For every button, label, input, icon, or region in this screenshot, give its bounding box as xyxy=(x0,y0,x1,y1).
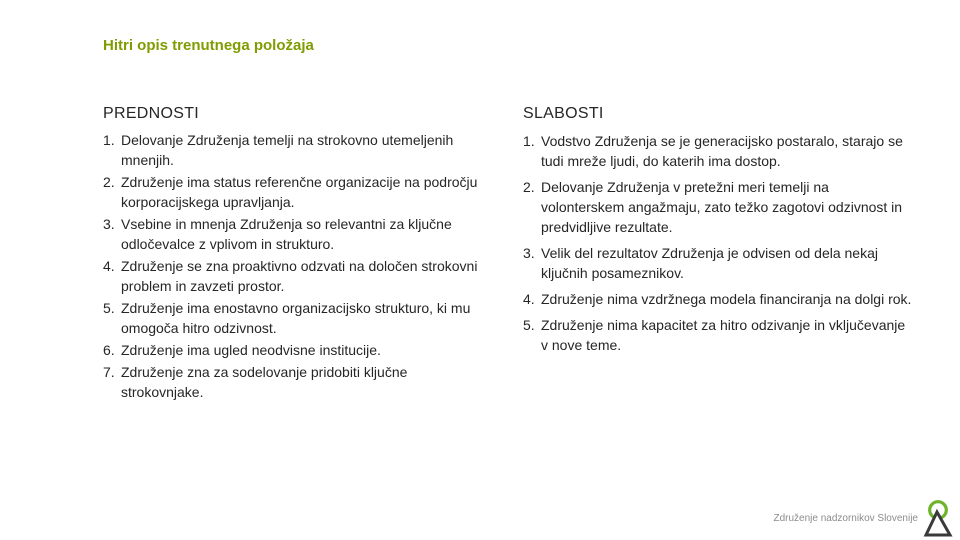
list-item: Združenje zna za sodelovanje pridobiti ključne strokovnjake. xyxy=(121,364,408,400)
slide-title: Hitri opis trenutnega položaja xyxy=(103,37,314,54)
list-item: Velik del rezultatov Združenja je odvisen od dela nekaj ključnih posameznikov. xyxy=(541,245,878,281)
zns-logo-icon xyxy=(923,498,953,538)
list-item: Vsebine in mnenja Združenja so relevantni za ključne odločevalce z vplivom in strukturo. xyxy=(121,216,452,252)
list-item: Združenje nima kapacitet za hitro odzivanje in vključevanje v nove teme. xyxy=(541,317,906,353)
list-item: Združenje nima vzdržnega modela financiranja na dolgi rok. xyxy=(541,291,912,307)
weaknesses-heading: SLABOSTI xyxy=(523,105,604,122)
strengths-column xyxy=(103,104,486,404)
weaknesses-column xyxy=(523,104,913,361)
footer-org-name: Združenje nadzornikov Slovenije xyxy=(773,513,918,524)
list-item: Delovanje Združenja v pretežni meri temelji na volonterskem angažmaju, zato težko zagotovi odzivnost in predvidljive rezultate. xyxy=(541,179,903,235)
list-item: Vodstvo Združenja se je generacijsko postaralo, starajo se tudi mreže ljudi, do katerih ima dostop. xyxy=(541,133,903,169)
strengths-heading: PREDNOSTI xyxy=(103,105,200,122)
strengths-list xyxy=(103,130,486,402)
list-item: Združenje ima ugled neodvisne institucije. xyxy=(121,342,381,358)
list-item: Združenje se zna proaktivno odzvati na določen strokovni problem in zavzeti prostor. xyxy=(121,258,478,294)
list-item: Združenje ima status referenčne organizacije na področju korporacijskega upravljanja. xyxy=(121,174,478,210)
list-item: Delovanje Združenja temelji na strokovno utemeljenih mnenjih. xyxy=(121,132,454,168)
list-item: Združenje ima enostavno organizacijsko strukturo, ki mu omogoča hitro odzivnost. xyxy=(121,300,471,336)
weaknesses-list xyxy=(523,131,913,355)
